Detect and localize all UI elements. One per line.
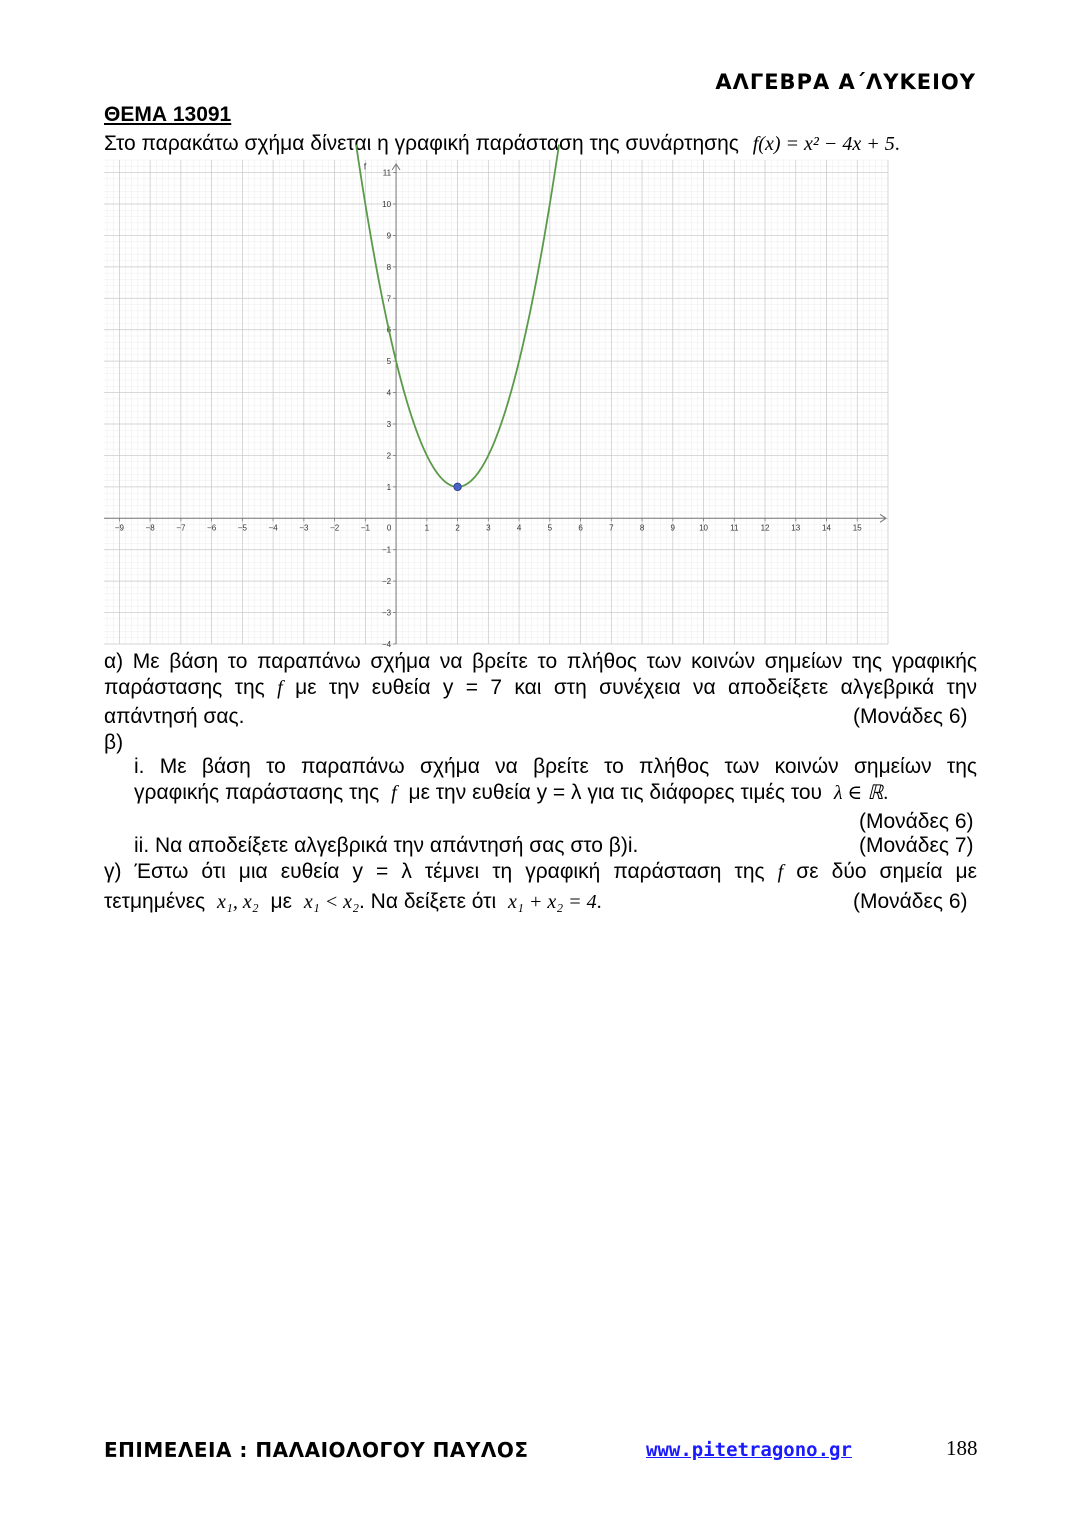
y-tick-label: 4 xyxy=(386,388,392,398)
x-tick-label: −8 xyxy=(145,523,155,533)
y-tick-label: 2 xyxy=(386,451,392,461)
question-c-text: τετμημένες xyxy=(104,890,206,913)
question-c-points: (Μονάδες 6) xyxy=(853,890,968,913)
x-tick-label: 9 xyxy=(670,523,676,533)
y-tick-label: −4 xyxy=(381,640,392,649)
x-tick-label: 3 xyxy=(486,523,491,533)
question-b-text: γραφικής παράστασης της xyxy=(134,781,380,804)
math-vars: x₁, x₂ xyxy=(217,891,259,913)
x-tick-label: 13 xyxy=(791,523,801,533)
footer-website-link[interactable]: www.pitetragono.gr xyxy=(646,1439,852,1461)
x-tick-label: −9 xyxy=(114,523,124,533)
question-b-ii-text: ii. Να αποδείξετε αλγεβρικά την απάντησή σας στο β)i. xyxy=(134,834,639,857)
question-b-i-line1: i. Με βάση το παραπάνω σχήμα να βρείτε το πλήθος των κοινών σημείων της xyxy=(134,755,977,778)
grid-minor-lines xyxy=(104,160,888,644)
y-tick-label: 11 xyxy=(382,168,392,178)
question-a-text: με την ευθεία y = 7 και στη συνέχεια να αποδείξετε αλγεβρικά την xyxy=(295,676,977,699)
x-tick-label: −2 xyxy=(330,523,340,533)
x-tick-label: 2 xyxy=(455,523,460,533)
question-b-label: β) xyxy=(104,731,124,754)
intro-formula: f(x) = x² − 4x + 5 xyxy=(752,133,895,155)
question-c-line1 xyxy=(104,860,977,884)
axes xyxy=(104,164,886,644)
x-tick-label: 6 xyxy=(578,523,583,533)
y-tick-label: 9 xyxy=(386,231,392,241)
y-tick-label: 8 xyxy=(386,262,392,272)
intro-line: Στο παρακάτω σχήμα δίνεται η γραφική παράσταση της συνάρτησης f(x) = x² − 4x + 5. xyxy=(104,132,900,155)
function-symbol: f xyxy=(277,677,283,699)
x-tick-label: −5 xyxy=(237,523,247,533)
header-title: ΑΛΓΕΒΡΑ Α΄ΛΥΚΕΙΟΥ xyxy=(715,70,976,94)
question-c-text: γ) Έστω ότι μια ευθεία y = λ τέμνει τη γραφική παράσταση της xyxy=(104,860,765,883)
question-c-text: . Να δείξετε ότι xyxy=(359,890,497,913)
x-tick-label: −6 xyxy=(207,523,217,533)
question-c-text: σε δύο σημεία με xyxy=(796,860,977,883)
question-b-i-line2: γραφικής παράστασης της f με την ευθεία y = λ για τις διάφορες τιμές του λ ∈ ℝ. xyxy=(134,781,889,804)
y-tick-label: −2 xyxy=(381,577,392,587)
x-tick-label: −3 xyxy=(299,523,309,533)
topic-title: ΘΕΜΑ 13091 xyxy=(104,103,232,126)
x-tick-label: 12 xyxy=(760,523,770,533)
question-b-i-points: (Μονάδες 6) xyxy=(859,810,974,833)
x-tick-label: 4 xyxy=(516,523,522,533)
question-a-line2 xyxy=(104,676,977,700)
function-symbol: f xyxy=(777,861,784,883)
x-tick-label: 7 xyxy=(609,523,614,533)
question-b-text: με την ευθεία y = λ για τις διάφορες τιμές του xyxy=(408,781,823,804)
x-tick-label: 11 xyxy=(730,523,739,533)
y-tick-label: −1 xyxy=(381,545,392,555)
x-tick-labels xyxy=(115,518,862,532)
question-a-line1: α) Με βάση το παραπάνω σχήμα να βρείτε το πλήθος των κοινών σημείων της γραφικής xyxy=(104,650,977,673)
x-tick-label: −4 xyxy=(268,523,278,533)
page-number: 188 xyxy=(946,1436,978,1460)
question-b-ii-points: (Μονάδες 7) xyxy=(859,834,974,857)
y-tick-label: 7 xyxy=(386,294,392,304)
y-tick-label: 1 xyxy=(386,482,392,492)
question-c-line2 xyxy=(104,890,602,914)
lambda-real: λ ∈ ℝ xyxy=(833,782,884,804)
grid-major-lines xyxy=(104,160,888,644)
x-tick-label: −1 xyxy=(360,523,370,533)
math-sum: x₁ + x₂ = 4 xyxy=(508,891,597,913)
x-tick-label: 10 xyxy=(699,523,708,533)
question-c-text: με xyxy=(270,890,293,913)
x-tick-label: 8 xyxy=(639,523,645,533)
y-tick-labels xyxy=(382,169,396,649)
vertex-point xyxy=(454,483,462,491)
y-tick-label: 6 xyxy=(386,325,392,335)
question-a-points: (Μονάδες 6) xyxy=(853,705,968,728)
function-symbol: f xyxy=(391,782,397,804)
x-tick-label: 0 xyxy=(386,523,392,533)
question-a-line3: απάντησή σας. xyxy=(104,705,245,728)
period: . xyxy=(596,891,602,913)
y-tick-label: 10 xyxy=(382,200,392,209)
x-tick-label: 14 xyxy=(822,523,831,533)
math-inequality: x₁ < x₂ xyxy=(303,891,360,913)
function-graph xyxy=(104,160,888,649)
footer-author: ΕΠΙΜΕΛΕΙΑ : ΠΑΛΑΙΟΛΟΓΟΥ ΠΑΥΛΟΣ xyxy=(104,1438,529,1462)
y-tick-label: 5 xyxy=(386,357,392,367)
intro-text: Στο παρακάτω σχήμα δίνεται η γραφική παράσταση της συνάρτησης xyxy=(104,132,739,155)
y-tick-label: 3 xyxy=(386,420,392,429)
y-tick-label: −3 xyxy=(381,608,392,618)
x-tick-label: 1 xyxy=(424,523,430,533)
x-tick-label: 15 xyxy=(852,523,862,533)
curve-label: f xyxy=(363,161,367,172)
question-a-text: παράστασης της xyxy=(104,676,265,699)
x-tick-label: −7 xyxy=(176,523,186,533)
x-tick-label: 5 xyxy=(547,523,553,533)
